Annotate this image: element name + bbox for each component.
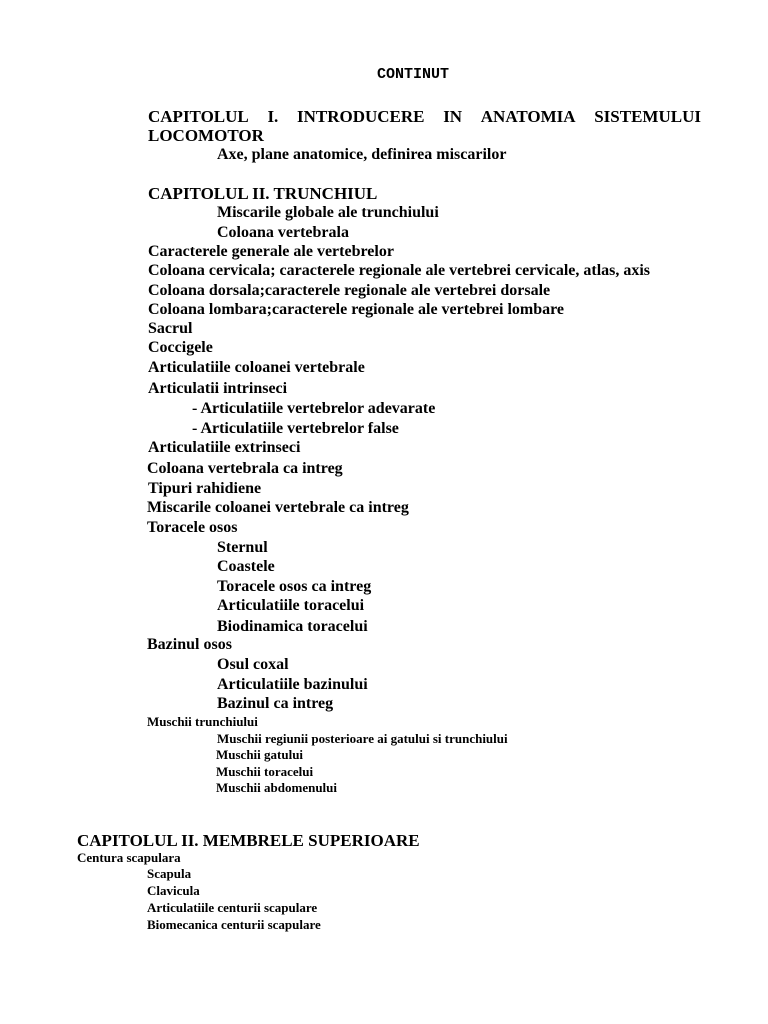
- toc-entry: Sacrul: [148, 320, 193, 337]
- toc-entry: Miscarile coloanei vertebrale ca intreg: [147, 499, 409, 516]
- toc-entry: Coccigele: [148, 339, 213, 356]
- toc-entry: Osul coxal: [217, 656, 289, 673]
- toc-entry: Articulatii intrinseci: [148, 380, 288, 397]
- toc-entry: Muschii regiunii posterioare ai gatului si trunchiului: [217, 731, 508, 746]
- toc-entry: Biodinamica toracelui: [217, 618, 368, 635]
- toc-entry: Coloana lombara;caracterele regionale ale vertebrei lombare: [148, 301, 565, 318]
- toc-entry: Articulatiile extrinseci: [148, 439, 301, 456]
- toc-entry: Muschii gatului: [216, 747, 304, 762]
- heading-word: SISTEMULUI: [594, 107, 701, 126]
- heading-word: INTRODUCERE: [296, 107, 425, 126]
- toc-entry: Clavicula: [147, 883, 200, 898]
- toc-entry: Tipuri rahidiene: [148, 480, 262, 497]
- toc-entry: Coastele: [217, 558, 275, 575]
- toc-entry: Caracterele generale ale vertebrelor: [148, 243, 394, 260]
- toc-entry: Articulatiile toracelui: [217, 597, 365, 614]
- toc-entry: Coloana vertebrala: [217, 224, 349, 241]
- chapter-1-heading-cont: LOCOMOTOR: [148, 126, 264, 145]
- page-title: CONTINUT: [377, 66, 450, 83]
- toc-entry: Coloana cervicala; caracterele regionale ale vertebrei cervicale, atlas, axis: [148, 262, 651, 279]
- toc-entry: Articulatiile centurii scapulare: [147, 900, 318, 915]
- toc-entry: Coloana vertebrala ca intreg: [147, 460, 343, 477]
- toc-entry: Muschii trunchiului: [147, 714, 258, 729]
- toc-entry: Coloana dorsala;caracterele regionale ale vertebrei dorsale: [148, 282, 551, 299]
- chapter-2-heading: CAPITOLUL II. TRUNCHIUL: [148, 184, 378, 203]
- toc-entry: - Articulatiile vertebrelor adevarate: [192, 400, 436, 417]
- toc-entry: Bazinul osos: [147, 636, 232, 653]
- heading-word: CAPITOLUL: [148, 107, 249, 126]
- toc-entry: Muschii toracelui: [216, 764, 314, 779]
- toc-entry: Miscarile globale ale trunchiului: [217, 204, 439, 221]
- toc-entry: Centura scapulara: [77, 850, 181, 865]
- toc-entry: Toracele osos ca intreg: [217, 578, 372, 595]
- chapter-3-heading: CAPITOLUL II. MEMBRELE SUPERIOARE: [77, 831, 420, 850]
- heading-word: IN: [443, 107, 463, 126]
- toc-entry: Toracele osos: [147, 519, 238, 536]
- heading-word: ANATOMIA: [480, 107, 576, 126]
- toc-entry: - Articulatiile vertebrelor false: [192, 420, 399, 437]
- toc-entry: Biomecanica centurii scapulare: [147, 917, 321, 932]
- toc-entry: Bazinul ca intreg: [217, 695, 334, 712]
- toc-entry: Axe, plane anatomice, definirea miscarilor: [217, 146, 507, 163]
- toc-entry: Scapula: [147, 866, 192, 881]
- toc-entry: Muschii abdomenului: [216, 780, 338, 795]
- chapter-1-heading: [148, 108, 701, 125]
- toc-entry: Sternul: [217, 539, 268, 556]
- heading-word: I.: [267, 107, 279, 126]
- toc-entry: Articulatiile bazinului: [217, 676, 368, 693]
- toc-entry: Articulatiile coloanei vertebrale: [148, 359, 365, 376]
